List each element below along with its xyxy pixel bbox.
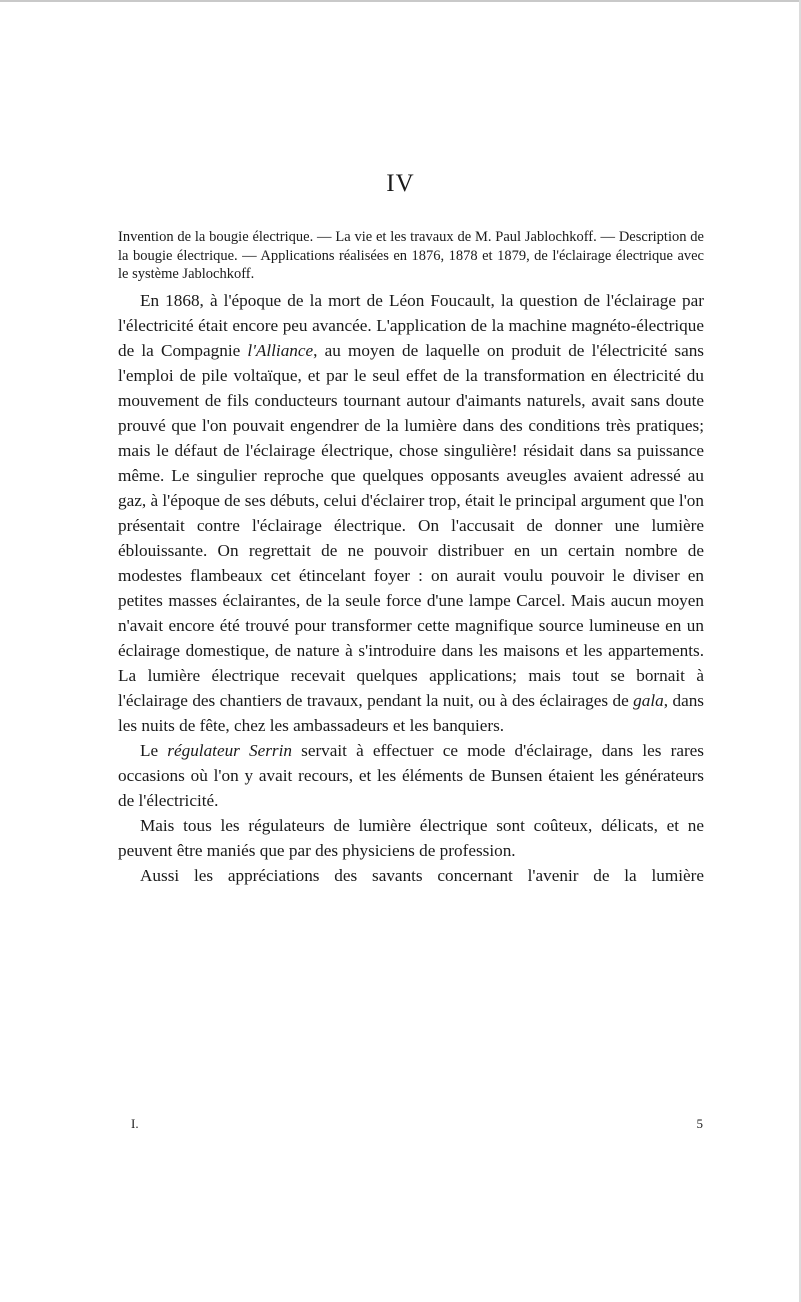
signature-number: 5 bbox=[696, 1116, 703, 1131]
signature-mark: I. bbox=[131, 1116, 139, 1131]
scan-edge-top bbox=[0, 0, 801, 2]
paragraph-1-emphasis-alliance: l'Alliance bbox=[247, 341, 314, 360]
paragraph-1-text-c: , dans les nuits de fête, chez les ambassadeurs et les banquiers. bbox=[118, 691, 704, 735]
chapter-number: IV bbox=[386, 170, 415, 197]
paragraph-1-text-b: , au moyen de laquelle on produit de l'électricité sans l'emploi de pile voltaïque, et par le seul effet de la transformation en électricité du mouvement de fils conducteurs tournant autour d'aimants naturels, avait sans doute prouvé que l'on pouvait engendrer de la lumière dans des conditions très pratiques; mais le défaut de l'éclairage électrique, chose singulière! résidait dans sa puissance même. Le singulier reproche que quelques opposants aveugles avaient adressé au gaz, à l'époque de ses débuts, celui d'éclairer trop, était le principal argument que l'on présentait contre l'éclairage électrique. On l'accusait de donner une lumière éblouissante. On regrettait de ne pouvoir distribuer en un certain nombre de modestes flambeaux cet étincelant foyer : on aurait voulu pouvoir le diviser en petites masses éclairantes, de la seule force d'une lampe Carcel. Mais aucun moyen n'avait encore été trouvé pour transformer cette magnifique source lumineuse en un éclairage domestique, de nature à s'introduire dans les maisons et les appartements. La lumière électrique recevait quelques applications; mais tout se bornait à l'éclairage des chantiers de travaux, pendant la nuit, ou à des éclairages de bbox=[118, 341, 704, 710]
paragraph-1 bbox=[118, 288, 704, 738]
paragraph-1-emphasis-gala: gala bbox=[633, 691, 664, 710]
paragraph-2-text-a: Le bbox=[140, 741, 168, 760]
paragraph-2 bbox=[118, 738, 704, 813]
paragraph-4: Aussi les appréciations des savants concernant l'avenir de la lumière bbox=[140, 866, 704, 885]
paragraph-3: Mais tous les régulateurs de lumière électrique sont coûteux, délicats, et ne peuvent être maniés que par des physiciens de profession. bbox=[118, 816, 704, 860]
paragraph-2-emphasis-regulateur: régulateur Serrin bbox=[167, 741, 292, 760]
paragraph-1-text-a: En 1868, à l'époque de la mort de Léon Foucault, la question de l'éclairage par l'électricité était encore peu avancée. L'application de la machine magnéto-électrique de la Compagnie bbox=[118, 291, 704, 360]
paragraph-2-text-b: servait à effectuer ce mode d'éclairage, dans les rares occasions où l'on y avait recours, et les éléments de Bunsen étaient les générateurs de l'électricité. bbox=[118, 741, 704, 810]
body-text bbox=[118, 288, 704, 888]
chapter-summary: Invention de la bougie électrique. — La vie et les travaux de M. Paul Jablochkoff. — Description de la bougie électrique. — Applications réalisées en 1876, 1878 et 1879, de l'éclairage électrique avec le système Jablochkoff. bbox=[118, 229, 704, 283]
